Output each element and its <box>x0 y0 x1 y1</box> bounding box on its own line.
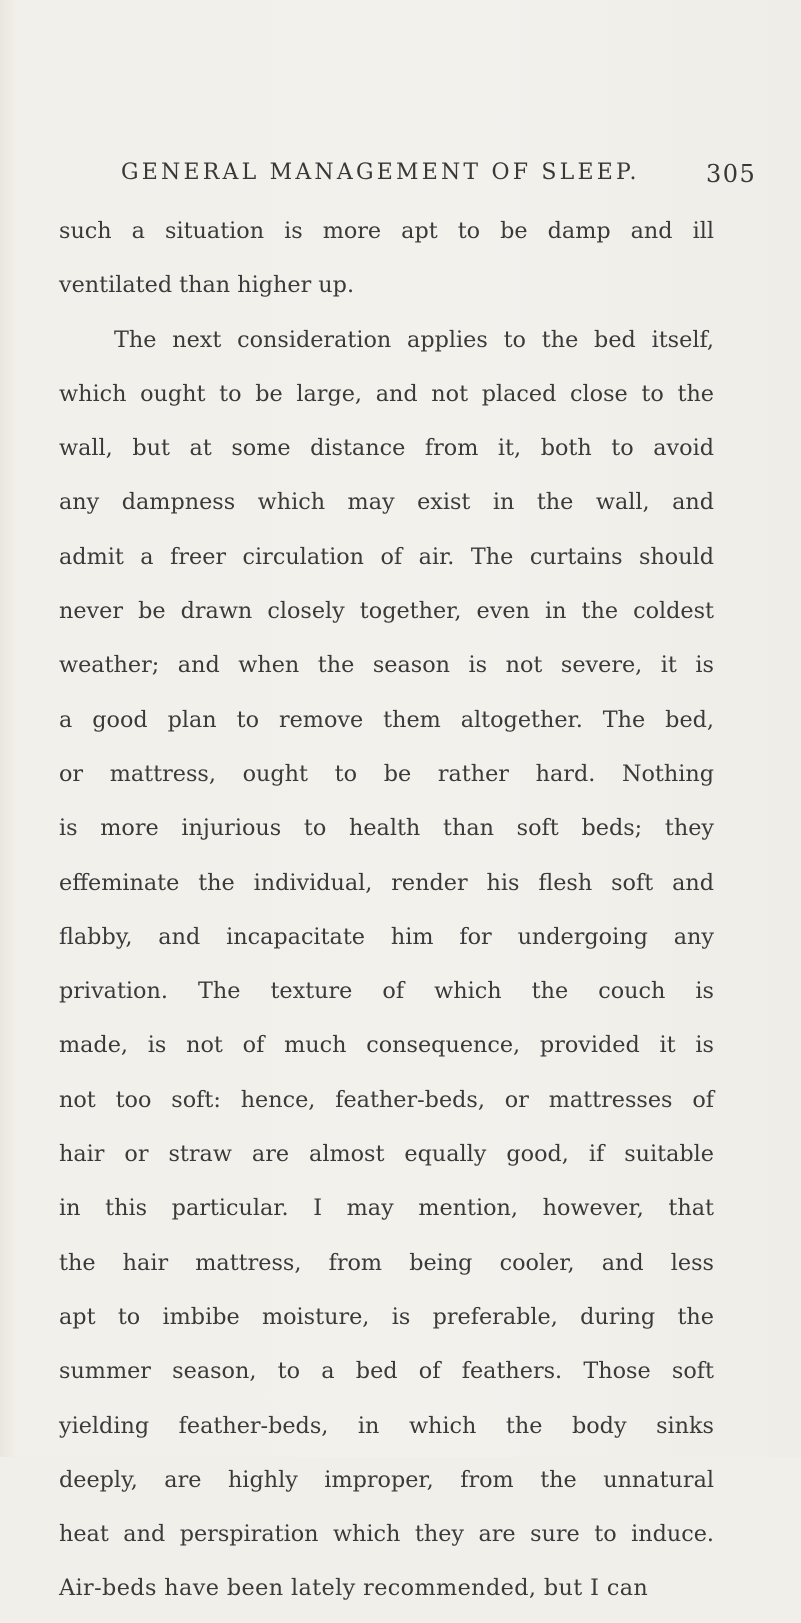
page-number: 305 <box>706 160 757 188</box>
text-line: made, is not of much consequence, provided it is <box>59 1032 714 1059</box>
text-line: not too soft: hence, feather-beds, or mattresses of <box>59 1086 714 1113</box>
page-header <box>0 160 801 200</box>
text-line: privation. The texture of which the couch is <box>59 978 714 1005</box>
text-line: in this particular. I may mention, however, that <box>59 1195 714 1222</box>
text-line: a good plan to remove them altogether. The bed, <box>59 706 714 733</box>
text-line: is more injurious to health than soft beds; they <box>59 815 714 842</box>
text-line: yielding feather-beds, in which the body sinks <box>59 1412 714 1439</box>
text-line: never be drawn closely together, even in the coldest <box>59 598 714 625</box>
text-line: which ought to be large, and not placed close to the <box>59 380 714 407</box>
text-line: such a situation is more apt to be damp and ill <box>59 218 714 244</box>
text-line: deeply, are highly improper, from the unnatural <box>59 1466 714 1493</box>
text-line: any dampness which may exist in the wall, and <box>59 489 714 516</box>
body-text <box>59 211 714 1623</box>
text-line: hair or straw are almost equally good, if suitable <box>59 1141 714 1168</box>
text-line: effeminate the individual, render his flesh soft and <box>59 869 714 896</box>
text-line: admit a freer circulation of air. The curtains should <box>59 543 714 570</box>
text-line: Air-beds have been lately recommended, but I can <box>59 1575 649 1602</box>
text-line: summer season, to a bed of feathers. Those soft <box>59 1358 714 1385</box>
text-line: the hair mattress, from being cooler, and less <box>59 1249 714 1276</box>
text-line: The next consideration applies to the bed itself, <box>114 326 714 353</box>
text-line: weather; and when the season is not severe, it is <box>59 652 714 679</box>
text-line: ventilated than higher up. <box>59 272 355 299</box>
text-line: wall, but at some distance from it, both to avoid <box>59 435 714 462</box>
text-line: apt to imbibe moisture, is preferable, during the <box>59 1303 714 1330</box>
text-line: heat and perspiration which they are sure to induce. <box>59 1521 714 1548</box>
running-title: GENERAL MANAGEMENT OF SLEEP. <box>121 160 640 185</box>
text-line: flabby, and incapacitate him for undergoing any <box>59 923 714 950</box>
text-line: or mattress, ought to be rather hard. Nothing <box>59 760 714 787</box>
